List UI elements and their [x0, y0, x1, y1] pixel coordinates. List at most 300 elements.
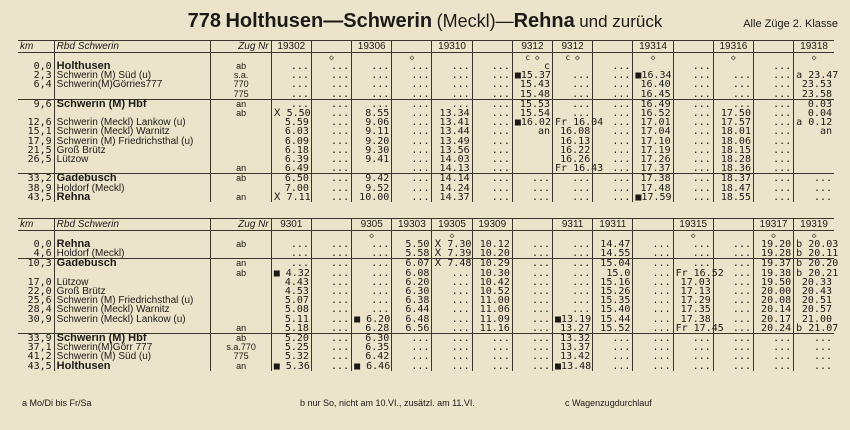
arr-dep-mark: ab — [211, 240, 271, 249]
station-name: Rehna — [54, 240, 211, 249]
time-cell: ... — [633, 287, 673, 296]
km-value: 33,2 — [18, 174, 54, 184]
time-cell: 14.14 — [432, 174, 472, 184]
train-number: 19310 — [432, 41, 472, 53]
time-cell: 6.09 — [271, 137, 311, 146]
time-cell: ... — [392, 184, 432, 193]
time-cell: 17.37 — [633, 164, 673, 174]
time-cell: 9.30 — [352, 146, 392, 155]
time-cell: ... — [673, 90, 713, 100]
time-cell: 18.01 — [713, 127, 753, 136]
time-cell: ... — [633, 259, 673, 269]
time-cell: ... — [593, 174, 633, 184]
time-cell: ... — [673, 352, 713, 361]
time-cell: c — [512, 62, 552, 71]
time-cell: ... — [311, 269, 351, 278]
km-value: 33,9 — [18, 334, 54, 344]
train-number — [633, 219, 673, 231]
time-cell: ... — [753, 80, 793, 89]
time-cell: ... — [472, 352, 512, 361]
timetable-return — [18, 218, 839, 372]
time-cell: ■ 6.20 — [352, 315, 392, 324]
time-cell: b 20.11 — [794, 249, 834, 259]
time-cell: 17.01 — [633, 118, 673, 127]
time-cell: 14.55 — [593, 249, 633, 259]
station-name: Lützow — [54, 278, 211, 287]
header-zug-nr: Zug Nr — [211, 219, 271, 231]
station-name: Schwerin (M) Süd (u) — [54, 352, 211, 361]
km-value: 28,4 — [27, 304, 52, 316]
time-cell: ■17.59 — [633, 193, 673, 202]
train-symbol: ◇ — [753, 231, 793, 241]
train-number: 19302 — [271, 41, 311, 53]
time-cell: ... — [512, 305, 552, 314]
time-cell: ... — [392, 174, 432, 184]
arr-dep-mark — [211, 278, 271, 287]
time-cell: ... — [271, 62, 311, 71]
train-number: 9312 — [512, 41, 552, 53]
time-cell: 23.53 — [794, 80, 834, 89]
time-cell: ... — [753, 109, 793, 118]
time-cell: 6.28 — [352, 324, 392, 334]
time-cell: ... — [512, 324, 552, 334]
time-cell: ... — [311, 118, 351, 127]
time-cell: ... — [311, 184, 351, 193]
time-cell: 6.07 — [392, 259, 432, 269]
time-cell: ... — [311, 315, 351, 324]
time-cell: ... — [794, 362, 834, 371]
train-number: 19316 — [713, 41, 753, 53]
time-cell: 6.49 — [271, 164, 311, 174]
time-cell: 7.00 — [271, 184, 311, 193]
time-cell: ... — [673, 80, 713, 89]
time-cell: 20.17 — [753, 315, 793, 324]
footnote-b: b nur So, nicht am 10.VI., zusätzl. am 11.VI. — [300, 398, 475, 408]
train-number: 9305 — [352, 219, 392, 231]
km-value: 17,9 — [27, 135, 52, 147]
time-cell: ... — [673, 146, 713, 155]
station-name: Holdorf (Meckl) — [54, 249, 211, 259]
time-cell: ... — [512, 334, 552, 344]
time-cell: ... — [352, 99, 392, 109]
time-cell: ... — [593, 118, 633, 127]
time-cell: 17.38 — [673, 315, 713, 324]
arr-dep-mark: ab — [211, 174, 271, 184]
station-name: Schwerin (M) Süd (u) — [54, 71, 211, 80]
time-cell: a 23.47 — [794, 71, 834, 80]
time-cell: ... — [392, 118, 432, 127]
station-name: Lützow — [54, 155, 211, 164]
time-cell: ... — [713, 334, 753, 344]
time-cell: 14.47 — [593, 240, 633, 249]
time-cell: ... — [512, 174, 552, 184]
time-cell: ... — [311, 174, 351, 184]
header-row — [18, 41, 834, 53]
time-cell: ... — [392, 146, 432, 155]
time-cell: ... — [673, 362, 713, 371]
train-number — [753, 41, 793, 53]
time-cell: ... — [713, 305, 753, 314]
time-cell: ... — [753, 362, 793, 371]
class-note: Alle Züge 2. Klasse — [743, 18, 838, 30]
time-cell: ... — [271, 71, 311, 80]
time-cell: ... — [673, 155, 713, 164]
time-cell: ... — [472, 155, 512, 164]
time-cell: 9.11 — [352, 127, 392, 136]
train-number: 19319 — [794, 219, 834, 231]
title-route-d: und zurück — [579, 12, 663, 31]
time-cell: 19.38 — [753, 269, 793, 278]
time-cell — [512, 146, 552, 155]
time-cell: 5.59 — [271, 118, 311, 127]
time-cell: ... — [713, 80, 753, 89]
time-cell: ... — [713, 352, 753, 361]
time-cell: ... — [633, 324, 673, 334]
time-cell: ... — [713, 249, 753, 259]
time-cell: ... — [311, 71, 351, 80]
time-cell: 20.57 — [794, 305, 834, 314]
time-cell: ... — [472, 109, 512, 118]
time-cell: ... — [713, 296, 753, 305]
time-cell: ... — [633, 305, 673, 314]
time-cell: ... — [311, 334, 351, 344]
time-cell: 6.30 — [352, 334, 392, 344]
time-cell: 13.49 — [432, 137, 472, 146]
train-number: 9311 — [553, 219, 593, 231]
time-cell: 18.55 — [713, 193, 753, 202]
time-cell: ... — [472, 71, 512, 80]
time-cell: ... — [271, 259, 311, 269]
time-cell: ... — [753, 174, 793, 184]
station-name: Holdorf (Meckl) — [54, 184, 211, 193]
time-cell: ... — [553, 99, 593, 109]
time-cell: ... — [392, 352, 432, 361]
time-cell: ... — [432, 352, 472, 361]
time-cell: an — [794, 127, 834, 136]
time-cell: ... — [794, 174, 834, 184]
time-cell: Fr 16.52 — [673, 269, 713, 278]
time-cell: 10.00 — [352, 193, 392, 202]
time-cell: ... — [593, 184, 633, 193]
time-cell: ... — [392, 137, 432, 146]
time-cell: ... — [753, 118, 793, 127]
time-cell: Ⅹ 7.11 — [271, 193, 311, 202]
time-cell: ... — [392, 155, 432, 164]
time-cell: 15.44 — [593, 315, 633, 324]
time-cell: ... — [673, 174, 713, 184]
time-cell: ... — [673, 184, 713, 193]
time-cell: 18.06 — [713, 137, 753, 146]
train-number — [472, 41, 512, 53]
time-cell: 6.39 — [271, 155, 311, 164]
time-cell: ... — [713, 269, 753, 278]
time-cell: ... — [593, 127, 633, 136]
time-cell: ... — [392, 99, 432, 109]
time-cell: 5.20 — [271, 334, 311, 344]
time-cell: 21.00 — [794, 315, 834, 324]
arr-dep-mark — [211, 305, 271, 314]
title-route-b: (Meckl)— — [436, 11, 514, 31]
time-cell: ... — [553, 184, 593, 193]
time-cell: 5.50 — [392, 240, 432, 249]
km-value: 15,1 — [27, 126, 52, 138]
time-cell: ... — [673, 137, 713, 146]
time-cell — [512, 137, 552, 146]
time-cell: ... — [753, 62, 793, 71]
time-cell: ... — [352, 287, 392, 296]
time-cell: 18.15 — [713, 146, 753, 155]
time-cell: 0.04 — [794, 109, 834, 118]
km-value: 41,2 — [27, 351, 52, 363]
time-cell: 6.03 — [271, 127, 311, 136]
train-symbol: ◇ — [673, 231, 713, 241]
station-name: Schwerin (Meckl) Lankow (u) — [54, 118, 211, 127]
time-cell: ... — [432, 343, 472, 352]
time-cell: 15.53 — [512, 99, 552, 109]
train-symbol: c ◇ — [553, 53, 593, 63]
time-cell: ... — [472, 99, 512, 109]
arr-dep-mark — [211, 146, 271, 155]
time-cell: ... — [432, 362, 472, 371]
train-number: 19306 — [352, 41, 392, 53]
time-cell: ... — [553, 287, 593, 296]
station-name: Schwerin (Meckl) Warnitz — [54, 127, 211, 136]
time-cell: ... — [311, 240, 351, 249]
arr-dep-mark: ab — [211, 334, 271, 344]
time-cell: ... — [432, 305, 472, 314]
time-cell: ... — [472, 80, 512, 89]
time-cell: ... — [512, 193, 552, 202]
km-value: 43,5 — [27, 191, 52, 203]
time-cell: 11.09 — [472, 315, 512, 324]
time-cell: ... — [311, 164, 351, 174]
time-cell: ... — [472, 137, 512, 146]
time-cell: ... — [753, 90, 793, 100]
time-cell: 16.22 — [553, 146, 593, 155]
time-cell: ... — [512, 287, 552, 296]
time-cell: ... — [593, 352, 633, 361]
time-cell: ■16.34 — [633, 71, 673, 80]
time-cell: 18.36 — [713, 164, 753, 174]
time-cell: ... — [432, 334, 472, 344]
time-cell: ... — [753, 146, 793, 155]
timetable-outbound — [18, 40, 839, 203]
time-cell: 5.25 — [271, 343, 311, 352]
station-name: Gadebusch — [54, 174, 211, 184]
train-number: 19318 — [794, 41, 834, 53]
time-cell: ... — [553, 174, 593, 184]
time-cell: 18.37 — [713, 174, 753, 184]
time-cell: ... — [753, 137, 793, 146]
time-cell: ... — [311, 80, 351, 89]
time-cell: ... — [512, 315, 552, 324]
station-name: Schwerin (M) Friedrichsthal (u) — [54, 296, 211, 305]
time-cell: ... — [633, 315, 673, 324]
time-cell: 15.40 — [593, 305, 633, 314]
time-cell: ... — [673, 164, 713, 174]
time-cell: 5.07 — [271, 296, 311, 305]
time-cell: ... — [432, 315, 472, 324]
time-cell: ... — [311, 127, 351, 136]
time-cell: ... — [593, 71, 633, 80]
time-cell: 15.26 — [593, 287, 633, 296]
time-cell: ... — [673, 99, 713, 109]
time-cell: 15.43 — [512, 80, 552, 89]
header-route: Rbd Schwerin — [54, 41, 211, 53]
time-cell: ... — [673, 334, 713, 344]
time-cell: 4.43 — [271, 278, 311, 287]
time-cell: 19.50 — [753, 278, 793, 287]
time-cell: 20.51 — [794, 296, 834, 305]
time-cell: ... — [311, 90, 351, 100]
time-cell: ... — [432, 62, 472, 71]
time-cell: 16.40 — [633, 80, 673, 89]
station-name: Groß Brütz — [54, 146, 211, 155]
time-cell: 16.49 — [633, 99, 673, 109]
time-cell: ... — [352, 90, 392, 100]
train-number — [311, 219, 351, 231]
train-number — [392, 41, 432, 53]
train-number: 9301 — [271, 219, 311, 231]
km-value: 12,6 — [27, 117, 52, 129]
station-name: Schwerin (M) Hbf — [54, 334, 211, 344]
time-cell: ... — [593, 109, 633, 118]
time-cell: ... — [271, 99, 311, 109]
arr-dep-mark: an — [211, 324, 271, 334]
time-cell: 17.03 — [673, 278, 713, 287]
header-km: km — [18, 219, 54, 231]
time-cell: ... — [311, 99, 351, 109]
time-cell: 4.53 — [271, 287, 311, 296]
train-number: 19317 — [753, 219, 793, 231]
time-cell: ... — [633, 362, 673, 371]
time-cell: 10.12 — [472, 240, 512, 249]
time-cell: 15.48 — [512, 90, 552, 100]
time-cell: ... — [753, 334, 793, 344]
time-cell: ... — [311, 259, 351, 269]
time-cell: 20.33 — [794, 278, 834, 287]
time-cell: 13.42 — [553, 352, 593, 361]
time-cell: ... — [392, 90, 432, 100]
train-number — [512, 219, 552, 231]
time-cell: ... — [432, 296, 472, 305]
time-cell: ... — [352, 296, 392, 305]
station-name: Schwerin (M) Hbf — [54, 99, 211, 109]
km-value — [18, 90, 54, 100]
station-name: Groß Brütz — [54, 287, 211, 296]
time-cell — [794, 146, 834, 155]
time-cell: ... — [352, 305, 392, 314]
time-cell: ... — [593, 62, 633, 71]
time-cell: 17.13 — [673, 287, 713, 296]
time-cell: 6.50 — [271, 174, 311, 184]
time-cell: ... — [512, 278, 552, 287]
time-cell: 9.42 — [352, 174, 392, 184]
time-cell: ■ 4.32 — [271, 269, 311, 278]
arr-dep-mark: an — [211, 362, 271, 371]
time-cell: 19.20 — [753, 240, 793, 249]
time-cell: ... — [271, 80, 311, 89]
time-cell: b 20.20 — [794, 259, 834, 269]
time-cell: 17.35 — [673, 305, 713, 314]
time-cell: ... — [311, 193, 351, 202]
arr-dep-mark: an — [211, 164, 271, 174]
time-cell: ... — [472, 146, 512, 155]
time-cell: 19.37 — [753, 259, 793, 269]
time-cell: ... — [553, 269, 593, 278]
time-cell: 23.58 — [794, 90, 834, 100]
time-cell: ... — [593, 343, 633, 352]
time-cell: ... — [633, 352, 673, 361]
station-name: Schwerin (Meckl) Warnitz — [54, 305, 211, 314]
time-cell: ■ 5.36 — [271, 362, 311, 371]
time-cell: ... — [311, 287, 351, 296]
train-symbol: ◇ — [392, 53, 432, 63]
time-cell: ... — [392, 62, 432, 71]
time-cell: ... — [352, 71, 392, 80]
time-cell: ... — [633, 269, 673, 278]
km-value: 25,6 — [27, 295, 52, 307]
time-cell — [794, 155, 834, 164]
time-cell: ... — [392, 109, 432, 118]
time-cell: 13.34 — [432, 109, 472, 118]
time-cell: ... — [472, 118, 512, 127]
time-cell: ... — [512, 259, 552, 269]
time-cell: b 20.03 — [794, 240, 834, 249]
time-cell: 6.44 — [392, 305, 432, 314]
header-route: Rbd Schwerin — [54, 219, 211, 231]
time-cell: 17.26 — [633, 155, 673, 164]
time-cell: ... — [794, 334, 834, 344]
time-cell: 13.37 — [553, 343, 593, 352]
time-cell: 5.58 — [392, 249, 432, 259]
time-cell: ... — [593, 155, 633, 164]
time-cell: ■16.02 — [512, 118, 552, 127]
train-number: 19303 — [392, 219, 432, 231]
arr-dep-mark: an — [211, 99, 271, 109]
time-cell: ... — [432, 80, 472, 89]
time-cell: 8.55 — [352, 109, 392, 118]
time-cell: 14.24 — [432, 184, 472, 193]
time-cell: ... — [633, 249, 673, 259]
km-value: 0,0 — [33, 239, 52, 250]
km-value: 37,1 — [27, 342, 52, 354]
time-cell: ... — [553, 240, 593, 249]
time-cell: 5.08 — [271, 305, 311, 314]
time-cell: ... — [713, 324, 753, 334]
time-cell: 11.00 — [472, 296, 512, 305]
time-cell: ... — [392, 362, 432, 371]
time-cell: 9.52 — [352, 184, 392, 193]
table-row — [18, 193, 834, 202]
time-cell: 20.08 — [753, 296, 793, 305]
header-zug-nr: Zug Nr — [211, 41, 271, 53]
time-cell: 14.13 — [432, 164, 472, 174]
time-cell: ... — [311, 296, 351, 305]
time-cell: ... — [311, 324, 351, 334]
station-name: Schwerin (Meckl) Lankow (u) — [54, 315, 211, 324]
time-cell: 11.16 — [472, 324, 512, 334]
time-cell: ... — [753, 193, 793, 202]
time-cell: 5.32 — [271, 352, 311, 361]
time-cell: Ⅹ 5.50 — [271, 109, 311, 118]
time-cell: ... — [673, 62, 713, 71]
time-cell: 16.08 — [553, 127, 593, 136]
time-cell: 18.47 — [713, 184, 753, 193]
time-cell: 15.35 — [593, 296, 633, 305]
station-name: Gadebusch — [54, 259, 211, 269]
time-cell: 10.52 — [472, 287, 512, 296]
